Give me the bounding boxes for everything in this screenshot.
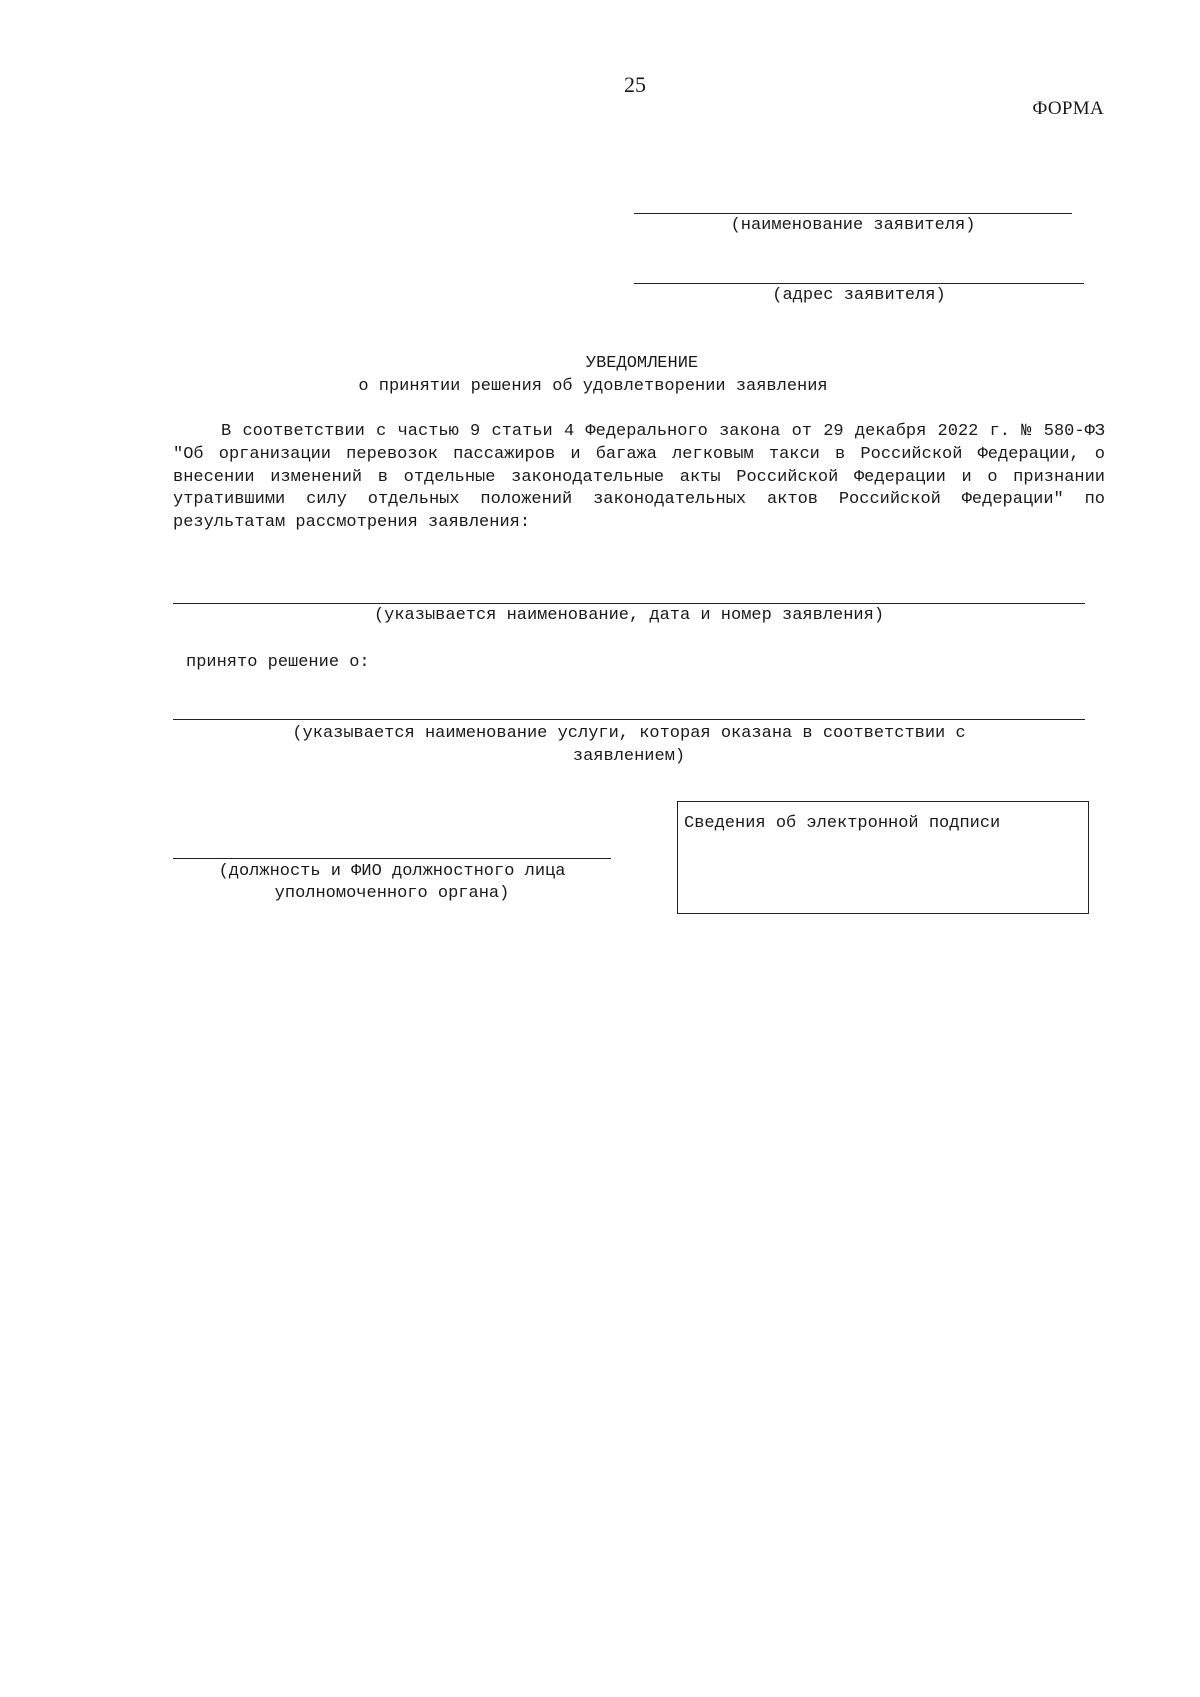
document-title: УВЕДОМЛЕНИЕ: [585, 354, 699, 373]
document-subtitle: о принятии решения об удовлетворении заявления: [358, 377, 828, 396]
applicant-name-fill-line[interactable]: [634, 213, 1072, 214]
form-label: ФОРМА: [1032, 98, 1104, 119]
signatory-caption-line-1: (должность и ФИО должностного лица: [218, 862, 566, 881]
service-caption-line-2: заявлением): [572, 747, 686, 766]
applicant-name-caption: (наименование заявителя): [730, 216, 976, 235]
applicant-address-fill-line[interactable]: [634, 283, 1084, 284]
application-caption: (указывается наименование, дата и номер заявления): [373, 606, 885, 625]
body-paragraph: В соответствии с частью 9 статьи 4 Федерального закона от 29 декабря 2022 г. № 580-ФЗ "Об организации перевозок пассажиров и багажа легковым такси в Российской Федерации, о внесении изменений в отдельные законодательные акты Российской Федерации и о признании утратившими силу отдельных положений законодательных актов Российской Федерации" по результатам рассмотрения заявления:: [173, 422, 1105, 533]
signatory-caption: [173, 861, 611, 905]
service-caption-line-1: (указывается наименование услуги, которая оказана в соответствии с: [292, 724, 966, 743]
applicant-address-caption: (адрес заявителя): [772, 286, 946, 305]
application-fill-line[interactable]: [173, 603, 1085, 604]
page-number: 25: [624, 72, 646, 97]
signatory-fill-line[interactable]: [173, 858, 611, 859]
service-caption: [173, 722, 1085, 768]
electronic-signature-label: Сведения об электронной подписи: [684, 814, 1001, 833]
service-fill-line[interactable]: [173, 719, 1085, 720]
decision-label: принято решение о:: [186, 653, 370, 672]
electronic-signature-box: [677, 801, 1089, 914]
signatory-caption-line-2: уполномоченного органа): [274, 884, 510, 903]
